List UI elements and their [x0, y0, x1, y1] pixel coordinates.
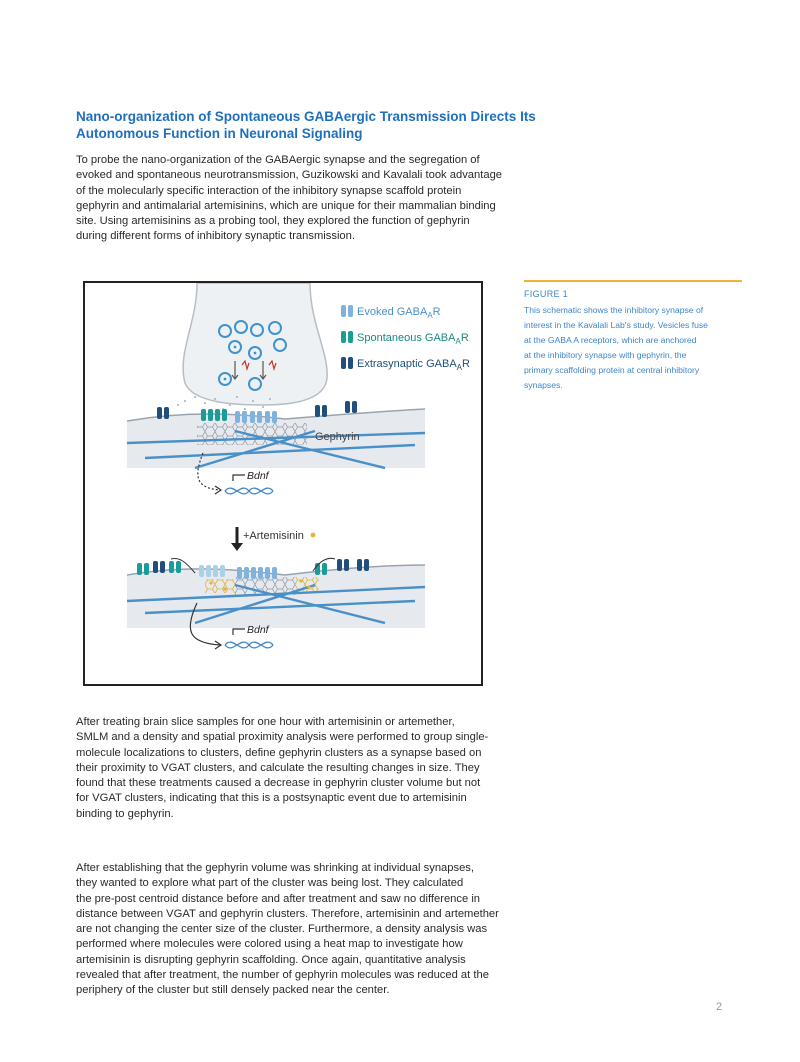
legend-extrasynaptic-icon	[341, 357, 353, 369]
body-paragraph-2	[76, 715, 546, 822]
artemisinin-dot	[311, 533, 316, 538]
paragraph-line: distance between VGAT and gephyrin clusters. Therefore, artemisinin and artemether	[76, 907, 499, 920]
intro-line: during different forms of inhibitory synaptic transmission.	[76, 230, 355, 243]
legend-evoked-label: Evoked $GABA_AR$	[357, 306, 441, 320]
caption-line: This schematic shows the inhibitory synapse of	[524, 305, 704, 315]
synapse-schematic-figure	[83, 281, 483, 686]
intro-line: site. Using artemisinins as a probing tool, they explored the function of gephyrin	[76, 215, 470, 228]
figure-caption	[524, 303, 744, 393]
dna-helix-bottom	[225, 642, 273, 648]
paragraph-line: performed where molecules were colored using a heat map to investigate how	[76, 938, 463, 951]
presynaptic-terminal	[183, 283, 327, 405]
intro-paragraph	[76, 153, 546, 245]
paragraph-line: revealed that after treatment, the number of gephyrin molecules was reduced at the	[76, 969, 489, 982]
body-paragraph-3	[76, 861, 546, 999]
legend-spontaneous-label: Spontaneous $GABA_AR$	[357, 332, 469, 346]
legend-spontaneous-icon	[341, 331, 353, 343]
figure-legend	[341, 305, 470, 372]
paragraph-line: After treating brain slice samples for one hour with artemisinin or artemether,	[76, 716, 455, 728]
paragraph-line: binding to gephyrin.	[76, 807, 174, 820]
paragraph-line: After establishing that the gephyrin volume was shrinking at individual synapses,	[76, 862, 474, 874]
caption-label: FIGURE 1	[524, 289, 568, 299]
caption-line: interest in the Kavalali Lab's study. Vesicles fuse	[524, 320, 708, 330]
legend-evoked-icon	[341, 305, 353, 317]
caption-line: primary scaffolding protein at central inhibitory	[524, 365, 700, 375]
treatment-label: +Artemisinin	[243, 530, 304, 542]
paragraph-line: periphery of the cluster but still densely packed near the center.	[76, 984, 390, 997]
paragraph-line: are not changing the center size of the cluster. Furthermore, a density analysis was	[76, 923, 488, 936]
paragraph-line: for VGAT clusters, indicating that this is a postsynaptic event due to artemisinin	[76, 792, 467, 805]
page-number: 2	[716, 1001, 723, 1013]
dna-helix-top	[225, 488, 273, 494]
intro-line: gephyrin and antimalarial artemisinins, which are unique for their mammalian binding	[76, 199, 496, 212]
caption-line: at the GABA A receptors, which are anchored	[524, 335, 697, 345]
disrupted-gephyrin-left	[205, 579, 235, 593]
caption-line: at the inhibitory synapse with gephyrin, the	[524, 350, 687, 360]
paragraph-line: molecule localizations to clusters, define gephyrin clusters as a synapse based on	[76, 746, 482, 759]
disrupted-gephyrin-right	[295, 577, 319, 591]
caption-accent-rule	[524, 280, 742, 282]
gene-label-bottom: Bdnf	[247, 624, 269, 636]
gene-label-top: Bdnf	[247, 470, 269, 482]
intro-line: of the molecularly specific interaction of the inhibitory synapse scaffold protein	[76, 184, 462, 197]
paragraph-line: SMLM and a density and spatial proximity analysis were performed to group single-	[76, 731, 489, 744]
gephyrin-label: Gephyrin	[315, 431, 360, 443]
intro-line: To probe the nano-organization of the GABAergic synapse and the segregation of	[76, 154, 480, 166]
paragraph-line: artemisinin is disrupting gephyrin scaffolding. Once again, quantitative analysis	[76, 953, 466, 966]
caption-line: synapses.	[524, 380, 563, 390]
title-line-2: Autonomous Function in Neuronal Signaling	[76, 126, 363, 141]
paragraph-line: the pre-post centroid distance before and after treatment and saw no difference in	[76, 892, 481, 905]
paragraph-line: they wanted to explore what part of the cluster was being lost. They calculated	[76, 877, 464, 890]
intro-line: evoked and spontaneous neurotransmission, Guzikowski and Kavalali took advantage	[76, 169, 503, 182]
title-line-1: Nano-organization of Spontaneous GABAergic Transmission Directs Its	[76, 109, 536, 124]
legend-extrasynaptic-label: Extrasynaptic $GABA_AR$	[357, 358, 470, 372]
article-title	[76, 108, 546, 142]
synapse-schematic-svg	[85, 283, 481, 684]
paragraph-line: found that these treatments caused a decrease in gephyrin cluster volume but not	[76, 777, 481, 790]
paragraph-line: their proximity to VGAT clusters, and calculate the resulting changes in size. They	[76, 761, 480, 774]
